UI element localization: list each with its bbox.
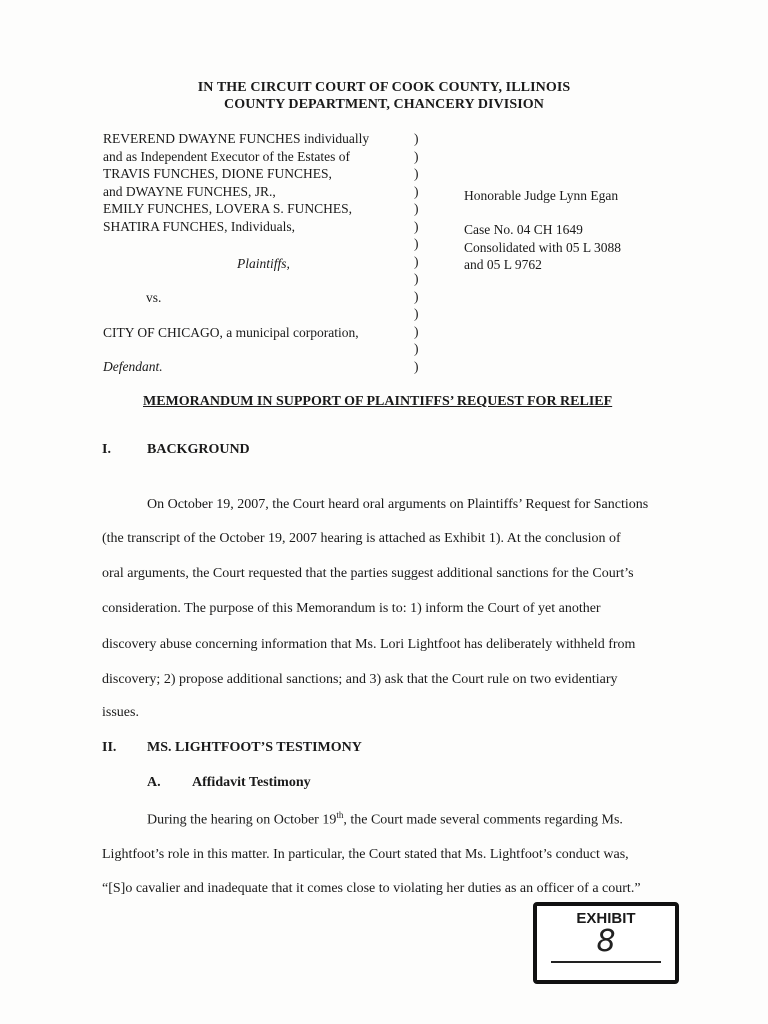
case-consolidated: Consolidated with 05 L 3088 — [464, 239, 621, 255]
paren: ) — [414, 323, 419, 339]
paren: ) — [414, 341, 419, 356]
versus-label: vs. — [146, 290, 162, 305]
paren: ) — [414, 148, 419, 164]
plaintiff-line: EMILY FUNCHES, LOVERA S. FUNCHES, — [103, 201, 353, 216]
paragraph-line: issues. — [102, 705, 139, 720]
court-division: COUNTY DEPARTMENT, CHANCERY DIVISION — [224, 97, 544, 112]
exhibit-sticker — [533, 902, 679, 984]
section-number: II. — [102, 740, 117, 755]
exhibit-number: 8 — [596, 924, 616, 959]
paren: ) — [414, 131, 419, 146]
court-name: IN THE CIRCUIT COURT OF COOK COUNTY, ILLINOIS — [197, 80, 571, 95]
paragraph-text: During the hearing on October 19 — [147, 812, 337, 828]
plaintiffs-label: Plaintiffs, — [237, 256, 290, 271]
paren: ) — [414, 358, 419, 374]
paren: ) — [414, 201, 419, 216]
paragraph-line — [147, 810, 623, 829]
plaintiff-line: REVEREND DWAYNE FUNCHES individually — [103, 131, 370, 146]
defendant-label: Defendant. — [103, 359, 163, 374]
paragraph-line: consideration. The purpose of this Memorandum is to: 1) inform the Court of yet another — [102, 601, 601, 616]
plaintiff-line: and as Independent Executor of the Estates of — [103, 148, 351, 164]
paragraph-text: , the Court made several comments regarding Ms. — [343, 812, 623, 828]
section-number: I. — [102, 442, 111, 457]
paren: ) — [414, 271, 419, 286]
paren: ) — [414, 236, 419, 251]
judge-name: Honorable Judge Lynn Egan — [464, 188, 619, 203]
paragraph-line: discovery; 2) propose additional sanctions; and 3) ask that the Court rule on two evidentiary — [102, 672, 618, 687]
paren: ) — [414, 306, 419, 321]
case-consolidated-2: and 05 L 9762 — [464, 257, 542, 272]
plaintiff-line: SHATIRA FUNCHES, Individuals, — [103, 218, 296, 234]
subsection-number: A. — [147, 775, 161, 790]
paragraph-line: oral arguments, the Court requested that the parties suggest additional sanctions for the Court’s — [102, 566, 634, 581]
paren: ) — [414, 253, 419, 269]
subsection-heading-affidavit: Affidavit Testimony — [192, 775, 311, 790]
paren: ) — [414, 288, 419, 304]
memorandum-title: MEMORANDUM IN SUPPORT OF PLAINTIFFS’ REQUEST FOR RELIEF — [143, 394, 613, 409]
section-heading-background: BACKGROUND — [147, 442, 250, 457]
exhibit-label: EXHIBIT — [576, 910, 636, 927]
plaintiff-line: TRAVIS FUNCHES, DIONE FUNCHES, — [103, 166, 332, 181]
section-heading-testimony: MS. LIGHTFOOT’S TESTIMONY — [147, 740, 362, 755]
case-number: Case No. 04 CH 1649 — [464, 222, 583, 237]
paren: ) — [414, 183, 419, 199]
ordinal-suffix: th — [336, 810, 344, 820]
caption-parentheses — [414, 130, 419, 375]
plaintiff-line: and DWAYNE FUNCHES, JR., — [103, 183, 276, 199]
paren: ) — [414, 218, 419, 234]
paragraph-line: On October 19, 2007, the Court heard oral arguments on Plaintiffs’ Request for Sanctions — [147, 497, 649, 512]
exhibit-underline — [551, 961, 661, 963]
defendant-line: CITY OF CHICAGO, a municipal corporation, — [103, 325, 359, 340]
paragraph-line: Lightfoot’s role in this matter. In particular, the Court stated that Ms. Lightfoot’s conduct was, — [102, 847, 629, 862]
paragraph-line: “[S]o cavalier and inadequate that it comes close to violating her duties as an officer of a court.” — [102, 881, 641, 896]
paragraph-line: discovery abuse concerning information that Ms. Lori Lightfoot has deliberately withheld from — [102, 637, 636, 652]
paren: ) — [414, 166, 419, 181]
paragraph-line: (the transcript of the October 19, 2007 hearing is attached as Exhibit 1). At the conclusion of — [102, 531, 621, 546]
